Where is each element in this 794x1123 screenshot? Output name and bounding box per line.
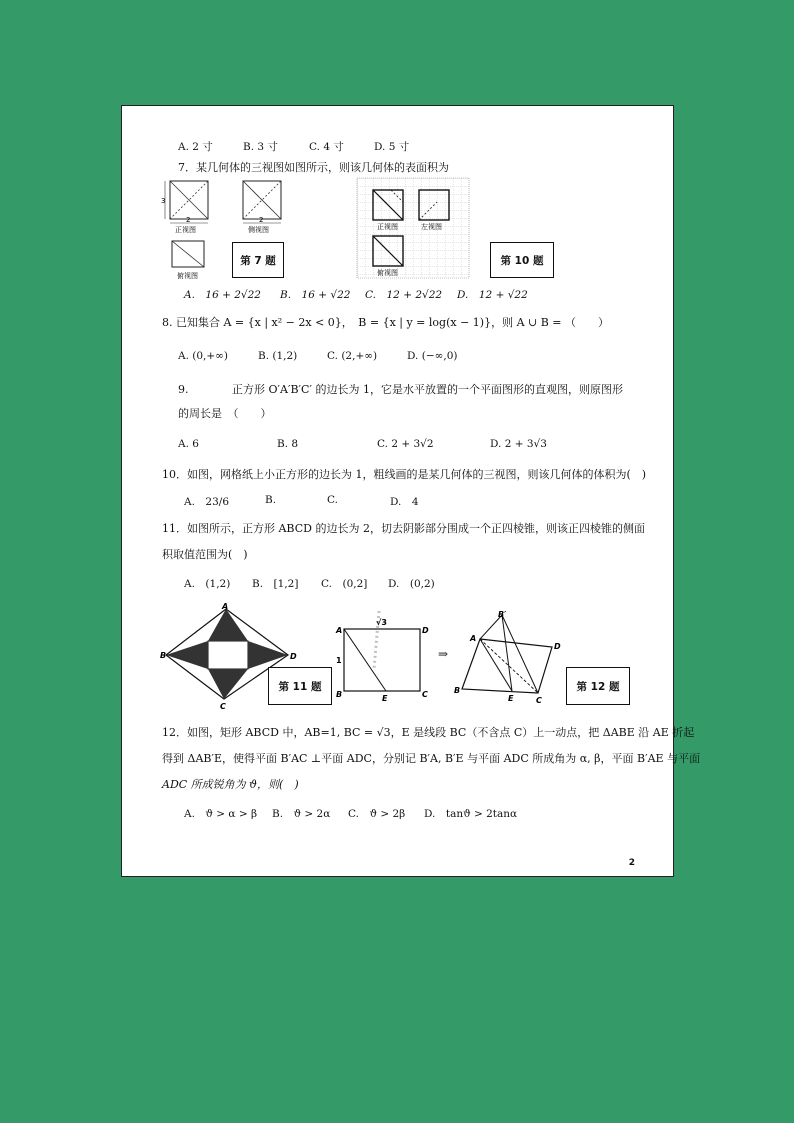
q9-option-c: C. 2 + 3√2 <box>377 438 434 450</box>
label-b-prime: B′ <box>498 610 507 619</box>
label-c: C <box>220 702 226 711</box>
q6-option-c: C. 4 寸 <box>309 141 344 153</box>
q8-option-a: A. (0,+∞) <box>178 350 229 362</box>
label-a: A <box>336 626 343 635</box>
q11-stem-line1: 11．如图所示，正方形 ABCD 的边长为 2，切去阴影部分围成一个正四棱锥，则该正四棱锥的侧面 <box>162 522 645 535</box>
q8-option-d: D. (−∞,0) <box>407 350 458 362</box>
q12-option-d: D. tanϑ > 2tanα <box>424 808 518 820</box>
q10-figure-label-box: 第 10 题 <box>490 242 554 278</box>
q12-option-c: C. ϑ > 2β <box>348 808 406 820</box>
q9-option-a: A. 6 <box>178 438 199 450</box>
q12-folded-figure <box>452 609 572 705</box>
q8-option-b: B. (1,2) <box>258 350 298 362</box>
shaded-triangle-left <box>166 641 208 669</box>
q10-option-d: D. 4 <box>390 496 419 508</box>
q8-option-c: C. (2,+∞) <box>327 350 378 362</box>
q11-stem-line2: 积取值范围为( ) <box>162 548 248 561</box>
grid-background <box>357 178 469 278</box>
q11-option-c: C. (0,2] <box>321 578 368 590</box>
q9-option-b: B. 8 <box>277 438 299 450</box>
q10-grid-figure <box>357 178 469 278</box>
page-number: 2 <box>628 858 635 868</box>
inner-square <box>208 641 248 669</box>
label-sqrt3: √3 <box>376 618 387 627</box>
front-view-label: 正视图 <box>175 226 196 234</box>
q7-option-c: C. 12 + 2√22 <box>365 289 443 301</box>
front-width-label: 2 <box>186 216 191 224</box>
q12-option-a: A. ϑ > α > β <box>184 808 258 820</box>
label-b: B <box>454 686 461 695</box>
q12-option-b: B. ϑ > 2α <box>272 808 331 820</box>
q7-figure-label-box: 第 7 题 <box>232 242 284 278</box>
q11-option-a: A. (1,2) <box>184 578 231 590</box>
q12-stem-line2: 得到 ΔAB′E，使得平面 B′AC ⊥平面 ADC，分别记 B′A, B′E 与平面 ADC 所成角为 α, β，平面 B′AE 与平面 <box>162 752 701 765</box>
q12-stem-line3: ADC 所成锐角为 ϑ，则( ) <box>162 778 299 791</box>
label-c: C <box>536 696 542 705</box>
label-a: A <box>470 634 477 643</box>
label-side-1: 1 <box>336 656 342 665</box>
q9-stem-line2: 的周长是 （ ） <box>178 407 272 420</box>
side-view-label: 侧视图 <box>248 226 269 234</box>
q10-option-c: C. <box>327 494 338 506</box>
shaded-triangle-bottom <box>208 669 248 699</box>
label-e: E <box>382 694 388 703</box>
q11-option-b: B. [1,2] <box>252 578 299 590</box>
q7-stem: 7．某几何体的三视图如图所示，则该几何体的表面积为 <box>178 161 449 174</box>
q7-option-d: D. 12 + √22 <box>457 289 528 301</box>
label-e: E <box>508 694 514 703</box>
shaded-triangle-right <box>248 641 288 669</box>
q11-figure-label-box: 第 11 题 <box>268 667 332 705</box>
q8-stem: 8. 已知集合 A = {x | x² − 2x < 0}， B = {x | y = log(x − 1)}，则 A ∪ B = （ ） <box>162 316 610 329</box>
q10-option-b: B. <box>265 494 277 506</box>
top-view-label: 俯视图 <box>177 272 198 280</box>
side-width-label: 2 <box>259 216 264 224</box>
label-b: B <box>160 651 167 660</box>
grid-front-label: 正视图 <box>377 223 398 231</box>
segment-ae <box>344 629 386 691</box>
label-d: D <box>554 642 561 651</box>
label-a: A <box>222 602 229 611</box>
label-d: D <box>290 652 297 661</box>
front-dim-label: 3 <box>161 197 166 205</box>
q12-figure-label-box: 第 12 题 <box>566 667 630 705</box>
rectangle-abcd <box>344 629 420 691</box>
shaded-triangle-top <box>208 609 248 641</box>
q10-stem: 10．如图，网格纸上小正方形的边长为 1，粗线画的是某几何体的三视图，则该几何体的体积为( ) <box>162 468 647 481</box>
q7-option-b: B. 16 + √22 <box>280 289 351 301</box>
grid-top-label: 俯视图 <box>377 269 398 277</box>
q9-option-d: D. 2 + 3√3 <box>490 438 547 450</box>
label-c: C <box>422 690 428 699</box>
q6-option-b: B. 3 寸 <box>243 141 278 153</box>
label-b: B <box>336 690 343 699</box>
label-d: D <box>422 626 429 635</box>
edge-a-e <box>480 639 512 691</box>
q12-rectangle-figure <box>334 609 434 701</box>
q10-option-a: A. 23/6 <box>184 496 229 508</box>
q6-option-a: A. 2 寸 <box>178 141 213 153</box>
q9-number: 9. <box>178 383 189 396</box>
exam-page <box>121 105 701 877</box>
base-plane <box>462 639 552 693</box>
q7-option-a: A. 16 + 2√22 <box>184 289 261 301</box>
q11-option-d: D. (0,2) <box>388 578 435 590</box>
top-view-diagonal <box>172 241 204 267</box>
q12-stem-line1: 12．如图，矩形 ABCD 中，AB=1, BC = √3，E 是线段 BC（不含点 C）上一动点，把 ΔABE 沿 AE 折起 <box>162 726 695 739</box>
q9-stem-line1: 正方形 O′A′B′C′ 的边长为 1，它是水平放置的一个平面图形的直观图，则原图形 <box>232 383 623 396</box>
fold-arrow: ⇒ <box>438 647 449 661</box>
q6-option-d: D. 5 寸 <box>374 141 410 153</box>
grid-left-label: 左视图 <box>421 223 442 231</box>
